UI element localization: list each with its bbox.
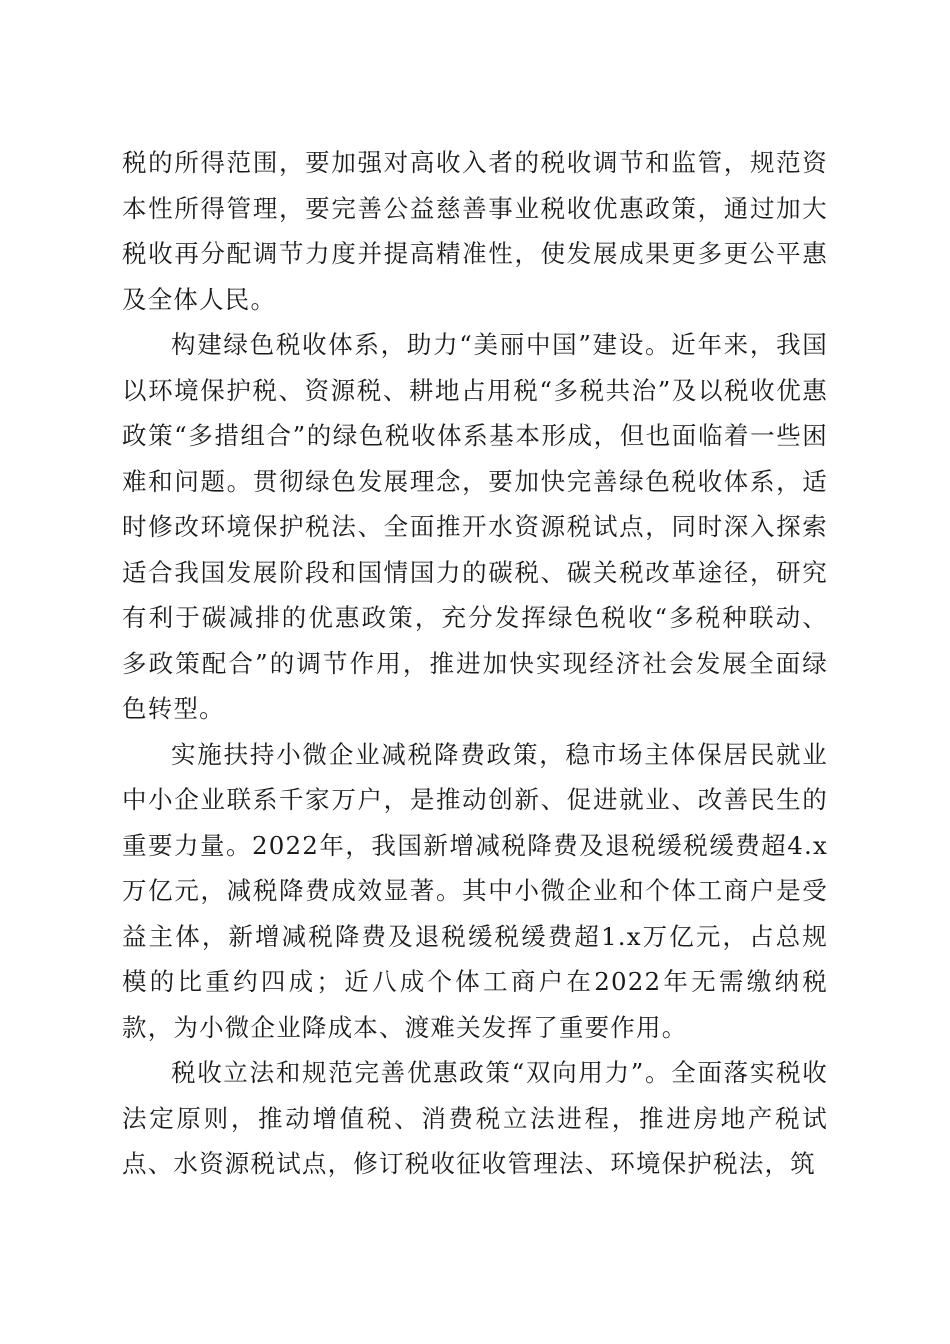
document-body	[122, 140, 828, 1187]
paragraph-green-tax: 构建绿色税收体系，助力“美丽中国”建设。近年来，我国以环境保护税、资源税、耕地占用税“多税共治”及以税收优惠政策“多措组合”的绿色税收体系基本形成，但也面临着一些困难和问题。贯彻绿色发展理念，要加快完善绿色税收体系，适时修改环境保护税法、全面推开水资源税试点，同时深入探索适合我国发展阶段和国情国力的碳税、碳关税改革途径，研究有利于碳减排的优惠政策，充分发挥绿色税收“多税种联动、多政策配合”的调节作用，推进加快实现经济社会发展全面绿色转型。	[122, 330, 828, 723]
paragraph-tax-legislation: 税收立法和规范完善优惠政策“双向用力”。全面落实税收法定原则，推动增值税、消费税立法进程，推进房地产税试点、水资源税试点，修订税收征收管理法、环境保护税法，筑	[122, 1058, 828, 1178]
paragraph-small-business: 实施扶持小微企业减税降费政策，稳市场主体保居民就业中小企业联系千家万户，是推动创新、促进就业、改善民生的重要力量。2022年，我国新增减税降费及退税缓税缓费超4.x万亿元，减税降费成效显著。其中小微企业和个体工商户是受益主体，新增减税降费及退税缓税缓费超1.x万亿元，占总规模的比重约四成；近八成个体工商户在2022年无需缴纳税款，为小微企业降成本、渡难关发挥了重要作用。	[122, 739, 828, 1042]
paragraph-continued: 税的所得范围，要加强对高收入者的税收调节和监管，规范资本性所得管理，要完善公益慈善事业税收优惠政策，通过加大税收再分配调节力度并提高精准性，使发展成果更多更公平惠及全体人民。	[122, 148, 828, 314]
